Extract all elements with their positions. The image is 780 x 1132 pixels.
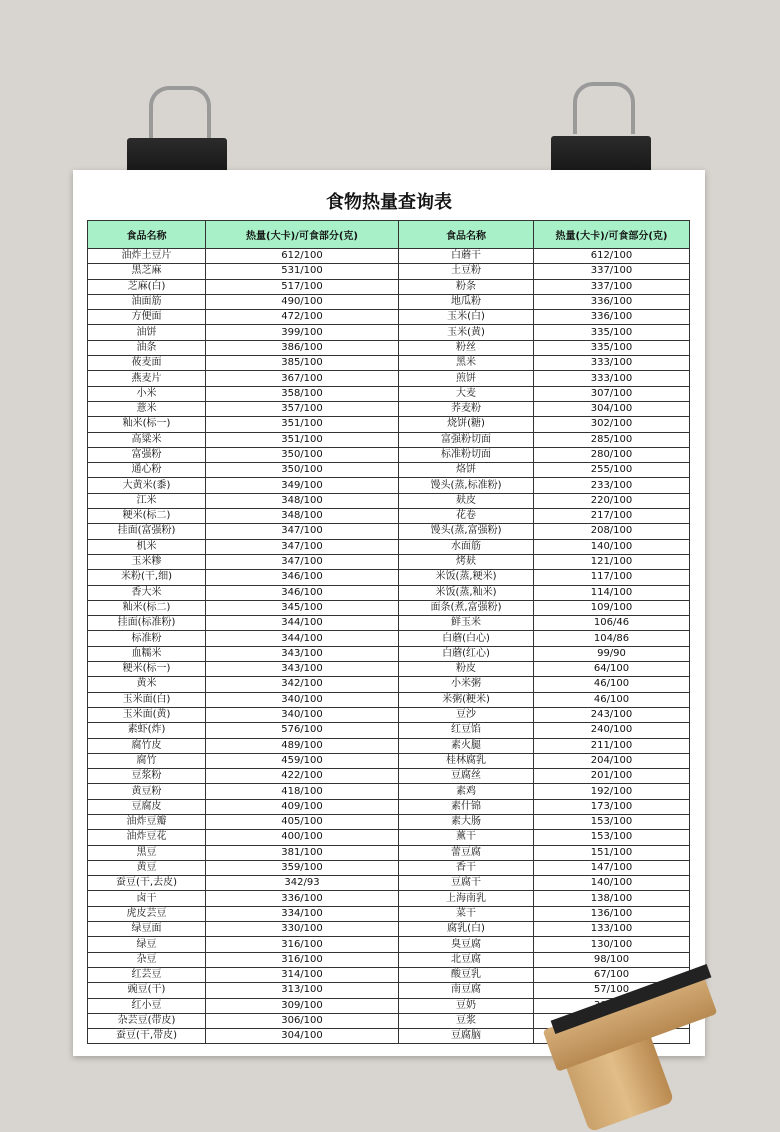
food-name-cell: 玉米(黄) xyxy=(399,325,534,340)
table-row xyxy=(88,952,690,967)
food-name-cell: 粳米(标二) xyxy=(88,509,206,524)
calorie-cell: 304/100 xyxy=(206,1029,399,1044)
food-name-cell: 腐竹皮 xyxy=(88,738,206,753)
calorie-cell: 333/100 xyxy=(534,356,690,371)
food-name-cell: 水面筋 xyxy=(399,539,534,554)
food-name-cell: 面条(煮,富强粉) xyxy=(399,600,534,615)
food-name-cell: 黑豆 xyxy=(88,845,206,860)
calorie-cell: 386/100 xyxy=(206,340,399,355)
calorie-cell: 121/100 xyxy=(534,554,690,569)
table-row xyxy=(88,662,690,677)
table-header-row xyxy=(88,221,690,249)
calorie-cell: 240/100 xyxy=(534,723,690,738)
calorie-cell: 316/100 xyxy=(206,952,399,967)
calorie-cell: 422/100 xyxy=(206,769,399,784)
calorie-cell: 208/100 xyxy=(534,524,690,539)
food-name-cell: 南豆腐 xyxy=(399,983,534,998)
food-name-cell: 大麦 xyxy=(399,386,534,401)
calorie-cell: 109/100 xyxy=(534,600,690,615)
food-name-cell: 黑芝麻 xyxy=(88,264,206,279)
table-row xyxy=(88,493,690,508)
calorie-cell: 531/100 xyxy=(206,264,399,279)
food-name-cell: 绿豆 xyxy=(88,937,206,952)
calorie-cell: 204/100 xyxy=(534,753,690,768)
calorie-cell: 351/100 xyxy=(206,417,399,432)
calorie-cell: 350/100 xyxy=(206,463,399,478)
table-row xyxy=(88,447,690,462)
food-name-cell: 小米 xyxy=(88,386,206,401)
food-name-cell: 豆腐皮 xyxy=(88,799,206,814)
clip-wire xyxy=(149,86,211,138)
header-food-name-1: 食品名称 xyxy=(88,221,206,249)
table-row xyxy=(88,600,690,615)
table-row xyxy=(88,463,690,478)
table-row xyxy=(88,509,690,524)
calorie-cell: 138/100 xyxy=(534,891,690,906)
table-row xyxy=(88,524,690,539)
table-row xyxy=(88,264,690,279)
calorie-cell: 336/100 xyxy=(206,891,399,906)
food-name-cell: 馒头(蒸,富强粉) xyxy=(399,524,534,539)
food-name-cell: 黄豆 xyxy=(88,860,206,875)
header-food-name-2: 食品名称 xyxy=(399,221,534,249)
table-row xyxy=(88,294,690,309)
food-name-cell: 豆浆 xyxy=(399,1013,534,1028)
table-row xyxy=(88,692,690,707)
food-name-cell: 素火腿 xyxy=(399,738,534,753)
calorie-cell: 117/100 xyxy=(534,570,690,585)
calorie-cell: 153/100 xyxy=(534,830,690,845)
food-name-cell: 标准粉切面 xyxy=(399,447,534,462)
calorie-cell: 342/100 xyxy=(206,677,399,692)
calorie-cell: 99/90 xyxy=(534,646,690,661)
calorie-cell: 340/100 xyxy=(206,692,399,707)
food-name-cell: 血糯米 xyxy=(88,646,206,661)
food-name-cell: 通心粉 xyxy=(88,463,206,478)
food-name-cell: 玉米(白) xyxy=(399,310,534,325)
food-name-cell: 江米 xyxy=(88,493,206,508)
calorie-cell: 104/86 xyxy=(534,631,690,646)
table-row xyxy=(88,646,690,661)
food-name-cell: 油条 xyxy=(88,340,206,355)
food-name-cell: 烙饼 xyxy=(399,463,534,478)
calorie-cell: 201/100 xyxy=(534,769,690,784)
food-name-cell: 油饼 xyxy=(88,325,206,340)
table-row xyxy=(88,967,690,982)
calorie-cell: 472/100 xyxy=(206,310,399,325)
calorie-cell: 489/100 xyxy=(206,738,399,753)
table-row xyxy=(88,554,690,569)
calorie-cell: 347/100 xyxy=(206,539,399,554)
calorie-cell: 57/100 xyxy=(534,983,690,998)
calorie-cell: 153/100 xyxy=(534,814,690,829)
food-name-cell: 酸豆乳 xyxy=(399,967,534,982)
food-name-cell: 素鸡 xyxy=(399,784,534,799)
table-row xyxy=(88,937,690,952)
table-row xyxy=(88,340,690,355)
food-name-cell: 白蘑(红心) xyxy=(399,646,534,661)
food-name-cell: 杂芸豆(带皮) xyxy=(88,1013,206,1028)
food-name-cell: 煎饼 xyxy=(399,371,534,386)
table-row xyxy=(88,830,690,845)
table-row xyxy=(88,738,690,753)
table-row xyxy=(88,753,690,768)
food-name-cell: 香大米 xyxy=(88,585,206,600)
table-row xyxy=(88,539,690,554)
table-row xyxy=(88,585,690,600)
calorie-cell: 358/100 xyxy=(206,386,399,401)
food-name-cell: 豆奶 xyxy=(399,998,534,1013)
calorie-cell: 233/100 xyxy=(534,478,690,493)
calorie-cell: 349/100 xyxy=(206,478,399,493)
calorie-cell: 517/100 xyxy=(206,279,399,294)
table-row xyxy=(88,814,690,829)
table-row xyxy=(88,876,690,891)
calorie-cell: 307/100 xyxy=(534,386,690,401)
food-name-cell: 荞麦粉 xyxy=(399,401,534,416)
food-name-cell: 米饭(蒸,粳米) xyxy=(399,570,534,585)
calorie-cell: 400/100 xyxy=(206,830,399,845)
calorie-cell: 106/46 xyxy=(534,616,690,631)
calorie-cell: 140/100 xyxy=(534,876,690,891)
calorie-cell: 350/100 xyxy=(206,447,399,462)
table-row xyxy=(88,799,690,814)
food-name-cell: 土豆粉 xyxy=(399,264,534,279)
calorie-cell: 343/100 xyxy=(206,646,399,661)
calorie-cell: 344/100 xyxy=(206,616,399,631)
calorie-cell: 304/100 xyxy=(534,401,690,416)
food-name-cell: 方便面 xyxy=(88,310,206,325)
calorie-cell: 136/100 xyxy=(534,906,690,921)
food-name-cell: 红小豆 xyxy=(88,998,206,1013)
food-name-cell: 烤麸 xyxy=(399,554,534,569)
table-row xyxy=(88,616,690,631)
calorie-cell: 98/100 xyxy=(534,952,690,967)
calorie-cell: 343/100 xyxy=(206,662,399,677)
calorie-cell: 612/100 xyxy=(206,249,399,264)
calorie-cell: 333/100 xyxy=(534,371,690,386)
calorie-cell: 348/100 xyxy=(206,509,399,524)
calorie-cell: 64/100 xyxy=(534,662,690,677)
food-calorie-table xyxy=(87,220,690,1044)
calorie-cell: 302/100 xyxy=(534,417,690,432)
table-row xyxy=(88,891,690,906)
calorie-cell: 612/100 xyxy=(534,249,690,264)
food-name-cell: 素大肠 xyxy=(399,814,534,829)
calorie-cell: 211/100 xyxy=(534,738,690,753)
calorie-cell: 334/100 xyxy=(206,906,399,921)
food-name-cell: 豆腐干 xyxy=(399,876,534,891)
calorie-cell: 385/100 xyxy=(206,356,399,371)
food-name-cell: 豆腐丝 xyxy=(399,769,534,784)
calorie-cell: 344/100 xyxy=(206,631,399,646)
food-name-cell: 蚕豆(干,去皮) xyxy=(88,876,206,891)
food-name-cell: 油炸豆瓣 xyxy=(88,814,206,829)
food-name-cell: 蚕豆(干,带皮) xyxy=(88,1029,206,1044)
calorie-cell: 576/100 xyxy=(206,723,399,738)
calorie-cell: 285/100 xyxy=(534,432,690,447)
food-name-cell: 地瓜粉 xyxy=(399,294,534,309)
food-name-cell: 素虾(炸) xyxy=(88,723,206,738)
calorie-cell: 217/100 xyxy=(534,509,690,524)
clip-wire xyxy=(573,82,635,134)
calorie-cell: 346/100 xyxy=(206,585,399,600)
food-name-cell: 黄米 xyxy=(88,677,206,692)
calorie-cell: 459/100 xyxy=(206,753,399,768)
food-name-cell: 玉米面(黄) xyxy=(88,707,206,722)
header-calories-2: 热量(大卡)/可食部分(克) xyxy=(534,221,690,249)
calorie-cell: 381/100 xyxy=(206,845,399,860)
calorie-cell: 192/100 xyxy=(534,784,690,799)
table-row xyxy=(88,906,690,921)
food-name-cell: 上海南乳 xyxy=(399,891,534,906)
food-name-cell: 鲜玉米 xyxy=(399,616,534,631)
page-title: 食物热量查询表 xyxy=(326,192,452,213)
food-name-cell: 粉条 xyxy=(399,279,534,294)
calorie-cell: 346/100 xyxy=(206,570,399,585)
food-name-cell: 香干 xyxy=(399,860,534,875)
food-name-cell: 卤干 xyxy=(88,891,206,906)
calorie-cell: 314/100 xyxy=(206,967,399,982)
calorie-cell: 255/100 xyxy=(534,463,690,478)
calorie-cell: 342/93 xyxy=(206,876,399,891)
food-name-cell: 高粱米 xyxy=(88,432,206,447)
calorie-cell: 46/100 xyxy=(534,677,690,692)
table-row xyxy=(88,249,690,264)
calorie-cell: 151/100 xyxy=(534,845,690,860)
food-name-cell: 富强粉 xyxy=(88,447,206,462)
table-row xyxy=(88,417,690,432)
table-row xyxy=(88,356,690,371)
calorie-cell: 309/100 xyxy=(206,998,399,1013)
calorie-cell: 337/100 xyxy=(534,264,690,279)
calorie-cell: 46/100 xyxy=(534,692,690,707)
food-name-cell: 白蘑(白心) xyxy=(399,631,534,646)
food-name-cell: 机米 xyxy=(88,539,206,554)
calorie-cell: 220/100 xyxy=(534,493,690,508)
calorie-cell: 173/100 xyxy=(534,799,690,814)
food-name-cell: 红芸豆 xyxy=(88,967,206,982)
food-name-cell: 桂林腐乳 xyxy=(399,753,534,768)
food-name-cell: 黑米 xyxy=(399,356,534,371)
calorie-cell: 243/100 xyxy=(534,707,690,722)
table-row xyxy=(88,570,690,585)
table-row xyxy=(88,677,690,692)
calorie-cell: 409/100 xyxy=(206,799,399,814)
calorie-cell: 490/100 xyxy=(206,294,399,309)
food-name-cell: 素什锦 xyxy=(399,799,534,814)
food-name-cell: 黄豆粉 xyxy=(88,784,206,799)
calorie-cell: 340/100 xyxy=(206,707,399,722)
food-name-cell: 富强粉切面 xyxy=(399,432,534,447)
table-row xyxy=(88,386,690,401)
food-name-cell: 烧饼(糖) xyxy=(399,417,534,432)
calorie-cell: 418/100 xyxy=(206,784,399,799)
table-row xyxy=(88,723,690,738)
calorie-cell: 351/100 xyxy=(206,432,399,447)
food-name-cell: 油面筋 xyxy=(88,294,206,309)
food-name-cell: 豆沙 xyxy=(399,707,534,722)
food-name-cell: 粉皮 xyxy=(399,662,534,677)
calorie-cell: 335/100 xyxy=(534,340,690,355)
calorie-cell: 313/100 xyxy=(206,983,399,998)
table-row xyxy=(88,279,690,294)
calorie-cell: 399/100 xyxy=(206,325,399,340)
calorie-cell: 345/100 xyxy=(206,600,399,615)
food-name-cell: 臭豆腐 xyxy=(399,937,534,952)
food-name-cell: 米粥(粳米) xyxy=(399,692,534,707)
food-name-cell: 粉丝 xyxy=(399,340,534,355)
header-calories-1: 热量(大卡)/可食部分(克) xyxy=(206,221,399,249)
food-name-cell: 虎皮芸豆 xyxy=(88,906,206,921)
food-name-cell: 籼米(标一) xyxy=(88,417,206,432)
table-row xyxy=(88,769,690,784)
calorie-cell: 335/100 xyxy=(534,325,690,340)
table-row xyxy=(88,432,690,447)
food-name-cell: 芝麻(白) xyxy=(88,279,206,294)
calorie-cell: 147/100 xyxy=(534,860,690,875)
table-row xyxy=(88,325,690,340)
calorie-cell: 306/100 xyxy=(206,1013,399,1028)
calorie-cell: 67/100 xyxy=(534,967,690,982)
calorie-cell: 280/100 xyxy=(534,447,690,462)
food-name-cell: 白蘑干 xyxy=(399,249,534,264)
table-row xyxy=(88,401,690,416)
calorie-cell: 336/100 xyxy=(534,294,690,309)
food-name-cell: 腐竹 xyxy=(88,753,206,768)
table-row xyxy=(88,860,690,875)
table-row xyxy=(88,983,690,998)
calorie-cell: 130/100 xyxy=(534,937,690,952)
food-name-cell: 挂面(标准粉) xyxy=(88,616,206,631)
calorie-cell: 357/100 xyxy=(206,401,399,416)
table-row xyxy=(88,371,690,386)
food-name-cell: 北豆腐 xyxy=(399,952,534,967)
table-row xyxy=(88,707,690,722)
food-name-cell: 豌豆(干) xyxy=(88,983,206,998)
calorie-cell: 347/100 xyxy=(206,524,399,539)
calorie-cell: 133/100 xyxy=(534,922,690,937)
paper-sheet xyxy=(73,170,705,1056)
food-name-cell: 燕麦片 xyxy=(88,371,206,386)
food-name-cell: 薰干 xyxy=(399,830,534,845)
food-name-cell: 挂面(富强粉) xyxy=(88,524,206,539)
food-name-cell: 馒头(蒸,标准粉) xyxy=(399,478,534,493)
food-name-cell: 大黄米(黍) xyxy=(88,478,206,493)
table-row xyxy=(88,922,690,937)
table-row xyxy=(88,784,690,799)
food-name-cell: 小米粥 xyxy=(399,677,534,692)
food-name-cell: 薏米 xyxy=(88,401,206,416)
calorie-cell: 405/100 xyxy=(206,814,399,829)
food-name-cell: 菜干 xyxy=(399,906,534,921)
food-name-cell: 油炸豆花 xyxy=(88,830,206,845)
food-name-cell: 油炸土豆片 xyxy=(88,249,206,264)
food-name-cell: 绿豆面 xyxy=(88,922,206,937)
food-name-cell: 粳米(标一) xyxy=(88,662,206,677)
calorie-cell: 114/100 xyxy=(534,585,690,600)
food-name-cell: 红豆馅 xyxy=(399,723,534,738)
calorie-cell: 367/100 xyxy=(206,371,399,386)
calorie-cell: 359/100 xyxy=(206,860,399,875)
calorie-cell: 348/100 xyxy=(206,493,399,508)
table-row xyxy=(88,631,690,646)
table-row xyxy=(88,478,690,493)
food-name-cell: 莜麦面 xyxy=(88,356,206,371)
food-name-cell: 杂豆 xyxy=(88,952,206,967)
food-name-cell: 豆浆粉 xyxy=(88,769,206,784)
calorie-cell: 336/100 xyxy=(534,310,690,325)
food-name-cell: 花卷 xyxy=(399,509,534,524)
calorie-cell: 337/100 xyxy=(534,279,690,294)
food-name-cell: 标准粉 xyxy=(88,631,206,646)
food-name-cell: 麸皮 xyxy=(399,493,534,508)
food-name-cell: 玉米面(白) xyxy=(88,692,206,707)
table-row xyxy=(88,845,690,860)
food-name-cell: 豆腐脑 xyxy=(399,1029,534,1044)
food-name-cell: 蕾豆腐 xyxy=(399,845,534,860)
food-name-cell: 米粉(干,细) xyxy=(88,570,206,585)
calorie-cell: 140/100 xyxy=(534,539,690,554)
calorie-cell: 316/100 xyxy=(206,937,399,952)
food-name-cell: 玉米糁 xyxy=(88,554,206,569)
calorie-cell: 347/100 xyxy=(206,554,399,569)
food-name-cell: 米饭(蒸,籼米) xyxy=(399,585,534,600)
food-name-cell: 腐乳(白) xyxy=(399,922,534,937)
calorie-cell: 330/100 xyxy=(206,922,399,937)
food-name-cell: 籼米(标二) xyxy=(88,600,206,615)
table-row xyxy=(88,310,690,325)
